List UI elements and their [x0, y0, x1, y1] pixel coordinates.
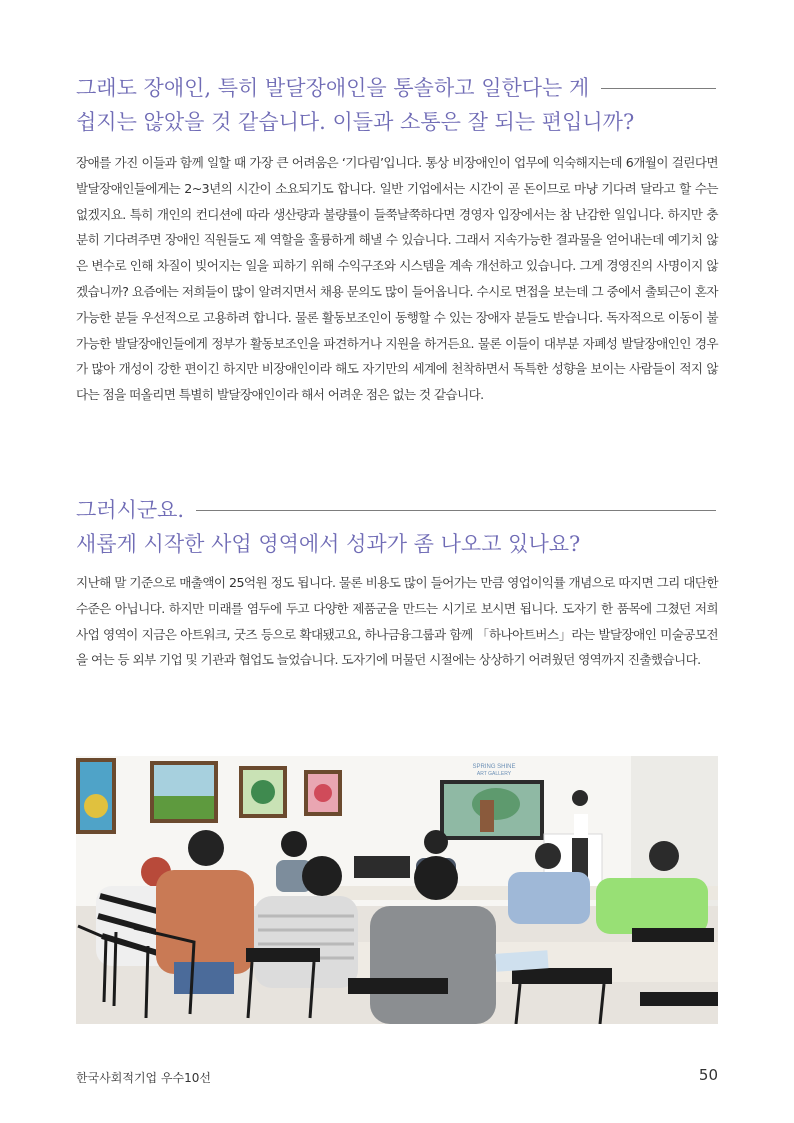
- question-2-line-2: 새롭게 시작한 사업 영역에서 성과가 좀 나오고 있나요?: [76, 532, 581, 556]
- keyboard-piano: [354, 856, 410, 878]
- question-1: [76, 71, 716, 139]
- page-number: 50: [698, 1066, 718, 1084]
- gallery-sign-line-2: ART GALLERY: [476, 771, 512, 777]
- question-1-line-1: 그래도 장애인, 특히 발달장애인을 통솔하고 일한다는 게: [76, 71, 716, 105]
- gallery-class-illustration: [76, 756, 718, 1024]
- gallery-class-photo: [76, 756, 718, 1024]
- question-2-line-1: 그러시군요.: [76, 493, 716, 527]
- answer-1: 장애를 가진 이들과 함께 일할 때 가장 큰 어려움은 ‘기다림’입니다. 통상 비장애인이 업무에 익숙해지는데 6개월이 걸린다면 발달장애인들에게는 2~3년의 시간이 소요되기도 합니다. 일반 기업에서는 시간이 곧 돈이므로 마냥 기다려 달라고 할 수는 없겠지요. 특히 개인의 컨디션에 따라 생산량과 불량률이 들쭉날쭉하다면 경영자 입장에서는 참 난감한 일입니다. 하지만 충분히 기다려주면 장애인 직원들도 제 역할을 훌륭하게 해낼 수 있습니다. 그래서 지속가능한 결과물을 얻어내는데 예기치 않은 변수로 인해 차질이 빚어지는 일을 피하기 위해 수익구조와 시스템을 계속 개선하고 있습니다. 그게 경영진의 사명이지 않겠습니까? 요즘에는 저희들이 많이 알려지면서 채용 문의도 많이 들어옵니다. 수시로 면접을 보는데 그 중에서 출퇴근이 혼자 가능한 분들 우선적으로 고용하려 합니다. 물론 활동보조인이 동행할 수 있는 장애자 분들도 받습니다. 독자적으로 이동이 불가능한 발달장애인들에게 정부가 활동보조인을 파견하거나 지원을 하거든요. 물론 이들이 대부분 자폐성 발달장애인인 경우가 많아 개성이 강한 편이긴 하지만 비장애인이라 해도 자기만의 세계에 천착하면서 독특한 성향을 보이는 사람들이 적지 않다는 점을 떠올리면 특별히 발달장애인이라 해서 어려운 점은 없는 것 같습니다.: [76, 155, 718, 403]
- question-1-line-2: 쉽지는 않았을 것 같습니다. 이들과 소통은 잘 되는 편입니까?: [76, 110, 635, 134]
- question-2: [76, 493, 716, 561]
- answer-2: 지난해 말 기준으로 매출액이 25억원 정도 됩니다. 물론 비용도 많이 들어가는 만큼 영업이익률 개념으로 따지면 그리 대단한 수준은 아닙니다. 하지만 미래를 염두에 두고 다양한 제품군을 만드는 시기로 보시면 됩니다. 도자기 한 품목에 그쳤던 저희 사업 영역이 지금은 아트워크, 굿즈 등으로 확대됐고요, 하나금융그룹과 함께 「하나아트버스」라는 발달장애인 미술공모전을 여는 등 외부 기업 및 기관과 협업도 늘었습니다. 도자기에 머물던 시절에는 상상하기 어려웠던 영역까지 진출했습니다.: [76, 575, 718, 668]
- publication-title: 한국사회적기업 우수10선: [76, 1071, 212, 1085]
- gallery-sign-line-1: SPRING SHINE: [472, 764, 516, 770]
- divider-rule: [196, 510, 716, 511]
- divider-rule: [601, 88, 716, 89]
